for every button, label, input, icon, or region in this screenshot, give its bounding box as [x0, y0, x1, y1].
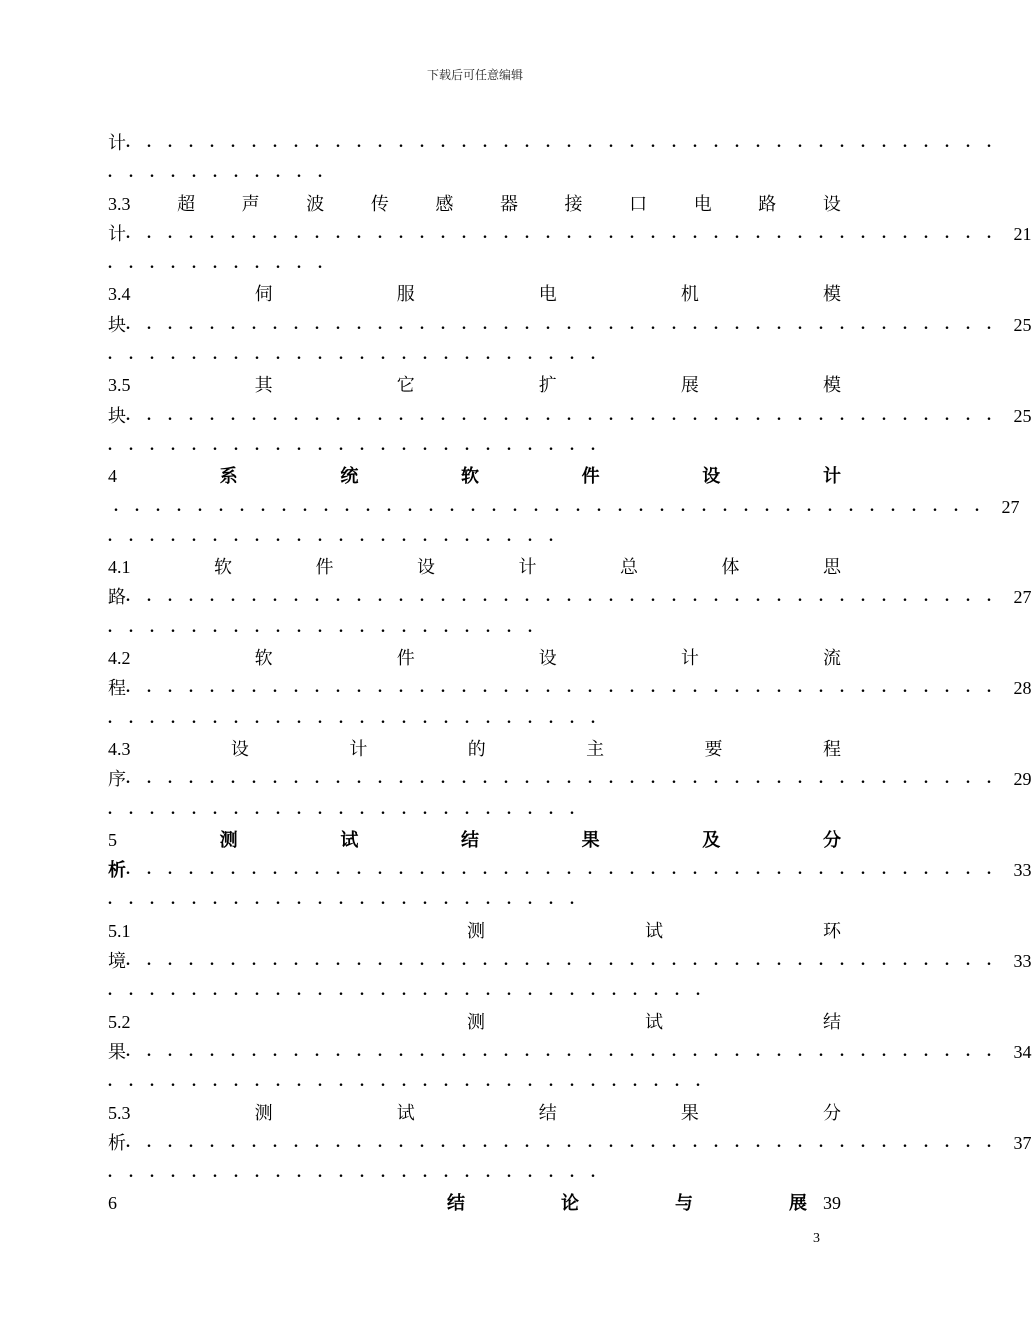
toc-title-char: 计	[822, 466, 841, 487]
toc-entry-number: 3.3	[108, 193, 131, 214]
toc-page-number: 37	[1013, 1132, 1032, 1153]
toc-leader-dots: . . . . . . . . . . . . . . . . . . . . . . . . . . . . . . . . . . . . . . . . . .	[126, 679, 998, 697]
toc-leader-line	[108, 1067, 841, 1097]
toc-leader-line	[108, 885, 841, 915]
toc-title-char: 结	[460, 829, 479, 850]
toc-page-number: 39	[823, 1193, 841, 1214]
toc-continuation-line	[108, 492, 1020, 522]
toc-continuation-line	[108, 128, 998, 158]
toc-title-char: 伺	[254, 284, 273, 305]
toc-entry-number: 6	[108, 1193, 117, 1214]
toc-leader-dots: . . . . . . . . . . . . . . . . . . . . . . . . . . . . . . . . . . . . . . . . . .	[126, 1042, 998, 1060]
toc-title-char: 分	[822, 829, 841, 850]
toc-title-char: 扩	[538, 375, 557, 396]
toc-entry-tail: 计	[108, 133, 126, 153]
toc-leader-dots: . . . . . . . . . . . . . . . . . . . . .	[108, 618, 539, 636]
toc-leader-dots: . . . . . . . . . . . . . . . . . . . . . . . . . . . . . . . . . . . . . . . . . .	[126, 1133, 998, 1151]
toc-title-char: 服	[396, 284, 415, 305]
toc-leader-dots: . . . . . . . . . . . . . . . . . . . . . . .	[108, 891, 581, 909]
toc-leader-dots: . . . . . . . . . . . . . . . . . . . . . . . . . . . . . . . . . . . . . . . . . .	[126, 134, 998, 151]
toc-title-char: 试	[645, 1011, 663, 1032]
toc-title-char: 要	[704, 738, 723, 759]
toc-continuation-line	[108, 855, 1032, 885]
toc-entry-tail: 果	[108, 1041, 126, 1062]
toc-page-number: 25	[1013, 314, 1032, 335]
toc-continuation-line	[108, 1037, 1032, 1067]
toc-title-char: 果	[680, 1102, 699, 1123]
toc-entry-tail: 析	[108, 1132, 126, 1153]
toc-title-char: 器	[499, 193, 518, 214]
toc-leader-line	[108, 249, 841, 279]
toc-title-char: 它	[396, 375, 415, 396]
toc-entry-number: 4.1	[108, 557, 131, 578]
toc-leader-dots: . . . . . . . . . . .	[108, 255, 329, 273]
toc-title-char: 设	[230, 738, 249, 759]
toc-title-char: 展	[789, 1193, 807, 1214]
toc-leader-dots: . . . . . . . . . . . . . . . . . . . . . . . . . . . . . . . . . . . . . . . . . .	[126, 952, 998, 970]
toc-title-char: 试	[396, 1102, 415, 1123]
toc-leader-dots: . . . . . . . . . . . . . . . . . . . . . . . .	[108, 346, 602, 364]
toc-title-char: 主	[586, 738, 605, 759]
toc-title-char: 环	[823, 920, 841, 941]
toc-title-char: 测	[467, 920, 485, 941]
toc-leader-dots: . . . . . . . . . . . . . . . . . . . . . . . . . . . . . . . . . . . . . . . . . .	[126, 224, 998, 242]
toc-title-char: 路	[758, 193, 777, 214]
toc-title-char: 设	[822, 193, 841, 214]
toc-title-char: 测	[219, 829, 238, 850]
toc-title-char: 其	[254, 375, 273, 396]
toc-entry-tail: 块	[108, 405, 126, 426]
toc-title-char: 及	[702, 829, 721, 850]
toc-title-char: 波	[306, 193, 325, 214]
table-of-contents	[108, 128, 1032, 1219]
toc-leader-dots: . . . . . . . . . . . . . . . . . . . . . . . .	[108, 709, 602, 727]
toc-entry-tail: 计	[108, 223, 126, 244]
toc-page-number: 33	[1013, 860, 1032, 881]
toc-entry-number: 3.4	[108, 284, 131, 305]
toc-leader-line	[108, 613, 841, 643]
toc-continuation-line	[108, 401, 1032, 431]
toc-title-char: 电	[693, 193, 712, 214]
toc-leader-line	[108, 158, 841, 188]
toc-title-char: 结	[538, 1102, 557, 1123]
toc-leader-line	[108, 795, 841, 825]
toc-title-char: 结	[823, 1011, 841, 1032]
toc-title-char: 测	[254, 1102, 273, 1123]
toc-entry-5-3[interactable]	[108, 1098, 841, 1128]
toc-entry-4[interactable]	[108, 461, 841, 491]
toc-leader-dots: . . . . . . . . . . .	[108, 164, 329, 182]
toc-page-number: 21	[1013, 223, 1032, 244]
toc-entry-tail: 析	[108, 860, 126, 881]
toc-title-char: 设	[538, 648, 557, 669]
toc-leader-dots: . . . . . . . . . . . . . . . . . . . . . . .	[108, 800, 581, 818]
toc-continuation-line	[108, 764, 1032, 794]
toc-leader-line	[108, 522, 841, 552]
toc-entry-number: 3.5	[108, 375, 131, 396]
toc-leader-dots: . . . . . . . . . . . . . . . . . . . . . . . . . . . . . . . . . . . . . . . . . .	[126, 861, 998, 879]
toc-leader-dots: . . . . . . . . . . . . . . . . . . . . . . . . . . . . .	[108, 1073, 707, 1091]
toc-entry-4-2[interactable]	[108, 643, 841, 673]
toc-title-char: 设	[417, 557, 435, 578]
toc-title-char: 思	[823, 557, 841, 578]
toc-entry-tail: 块	[108, 314, 126, 335]
toc-title-char: 机	[680, 284, 699, 305]
toc-title-char: 结	[447, 1193, 465, 1214]
toc-entry-number: 5	[108, 829, 117, 850]
toc-entry-5-1[interactable]	[108, 916, 841, 946]
toc-entry-4-3[interactable]	[108, 734, 841, 764]
toc-entry-number: 4.2	[108, 648, 131, 669]
toc-title-char: 计	[518, 557, 537, 578]
toc-leader-dots: . . . . . . . . . . . . . . . . . . . . . . . . . . . . .	[108, 982, 707, 1000]
toc-title-char: 体	[721, 557, 740, 578]
toc-leader-dots: . . . . . . . . . . . . . . . . . . . . . . . . . . . . . . . . . . . . . . . . . .	[126, 770, 998, 788]
toc-leader-dots: . . . . . . . . . . . . . . . . . . . . . . . . . . . . . . . . . . . . . . . . . .	[126, 406, 998, 424]
toc-title-char: 系	[219, 466, 238, 487]
toc-entry-tail: 境	[108, 951, 126, 972]
toc-title-char: 软	[460, 466, 479, 487]
toc-title-char: 件	[315, 557, 334, 578]
toc-continuation-line	[108, 310, 1032, 340]
toc-title-char: 软	[254, 648, 273, 669]
toc-title-char: 论	[561, 1193, 579, 1214]
toc-title-char: 感	[435, 193, 454, 214]
toc-title-char: 计	[680, 648, 699, 669]
toc-entry-3-4[interactable]	[108, 279, 841, 309]
toc-entry-3-3[interactable]	[108, 189, 841, 219]
toc-page-number: 28	[1013, 678, 1032, 699]
toc-title-char: 分	[822, 1102, 841, 1123]
toc-title-char: 试	[340, 829, 359, 850]
toc-page-number: 34	[1013, 1041, 1032, 1062]
toc-page-number: 27	[1013, 587, 1032, 608]
toc-title-char: 件	[581, 466, 600, 487]
toc-title-char: 统	[340, 466, 359, 487]
toc-entry-number: 5.2	[108, 1011, 131, 1032]
toc-title-char: 果	[581, 829, 600, 850]
toc-page-number: 25	[1013, 405, 1032, 426]
toc-title-char: 试	[645, 920, 663, 941]
toc-title-char: 流	[822, 648, 841, 669]
toc-leader-line	[108, 1158, 841, 1188]
toc-title-char: 电	[538, 284, 557, 305]
toc-leader-line	[108, 704, 841, 734]
toc-entry-number: 4.3	[108, 738, 131, 759]
toc-leader-dots: . . . . . . . . . . . . . . . . . . . . . . . .	[108, 1164, 602, 1182]
toc-entry-tail: 路	[108, 587, 126, 608]
toc-entry-5-2[interactable]	[108, 1007, 841, 1037]
toc-entry-4-1[interactable]	[108, 552, 841, 582]
toc-title-char: 测	[467, 1011, 485, 1032]
toc-entry-3-5[interactable]	[108, 370, 841, 400]
toc-title-char: 接	[564, 193, 583, 214]
toc-leader-dots: . . . . . . . . . . . . . . . . . . . . . . . . . . . . . . . . . . . . . . . . . .	[114, 497, 986, 515]
toc-leader-line	[108, 340, 841, 370]
toc-entry-number: 4	[108, 466, 117, 487]
page-number: 3	[813, 1231, 820, 1246]
toc-title-char: 超	[177, 193, 196, 214]
toc-continuation-line	[108, 946, 1032, 976]
toc-entry-tail: 程	[108, 678, 126, 699]
toc-title-char: 的	[467, 738, 486, 759]
toc-leader-line	[108, 431, 841, 461]
toc-title-char: 声	[241, 193, 260, 214]
page-header: 下载后可任意编辑	[426, 68, 523, 82]
toc-entry-5[interactable]	[108, 825, 841, 855]
toc-continuation-line	[108, 219, 1032, 249]
toc-leader-dots: . . . . . . . . . . . . . . . . . . . . . .	[108, 527, 560, 545]
toc-title-char: 展	[680, 375, 699, 396]
toc-title-char: 模	[822, 375, 841, 396]
toc-entry-6[interactable]	[108, 1188, 841, 1218]
toc-title-char: 软	[214, 557, 232, 578]
toc-page-number: 27	[1001, 496, 1020, 517]
toc-title-char: 计	[349, 738, 368, 759]
toc-entry-tail: 序	[108, 769, 126, 790]
toc-continuation-line	[108, 673, 1032, 703]
toc-title-char: 程	[822, 738, 841, 759]
toc-title-char: 与	[675, 1193, 693, 1214]
toc-entry-number: 5.3	[108, 1102, 131, 1123]
toc-leader-dots: . . . . . . . . . . . . . . . . . . . . . . . . . . . . . . . . . . . . . . . . . .	[126, 588, 998, 606]
toc-leader-line	[108, 976, 841, 1006]
toc-title-char: 总	[620, 557, 638, 578]
toc-leader-dots: . . . . . . . . . . . . . . . . . . . . . . . . . . . . . . . . . . . . . . . . . .	[126, 315, 998, 333]
toc-leader-dots: . . . . . . . . . . . . . . . . . . . . . . . .	[108, 436, 602, 454]
toc-title-char: 件	[396, 648, 415, 669]
toc-entry-number: 5.1	[108, 920, 131, 941]
toc-page-number: 33	[1013, 951, 1032, 972]
toc-page-number: 29	[1013, 769, 1032, 790]
toc-title-char: 设	[702, 466, 721, 487]
toc-continuation-line	[108, 582, 1032, 612]
toc-title-char: 传	[370, 193, 389, 214]
toc-continuation-line	[108, 1128, 1032, 1158]
toc-title-char: 模	[822, 284, 841, 305]
toc-title-char: 口	[629, 193, 648, 214]
